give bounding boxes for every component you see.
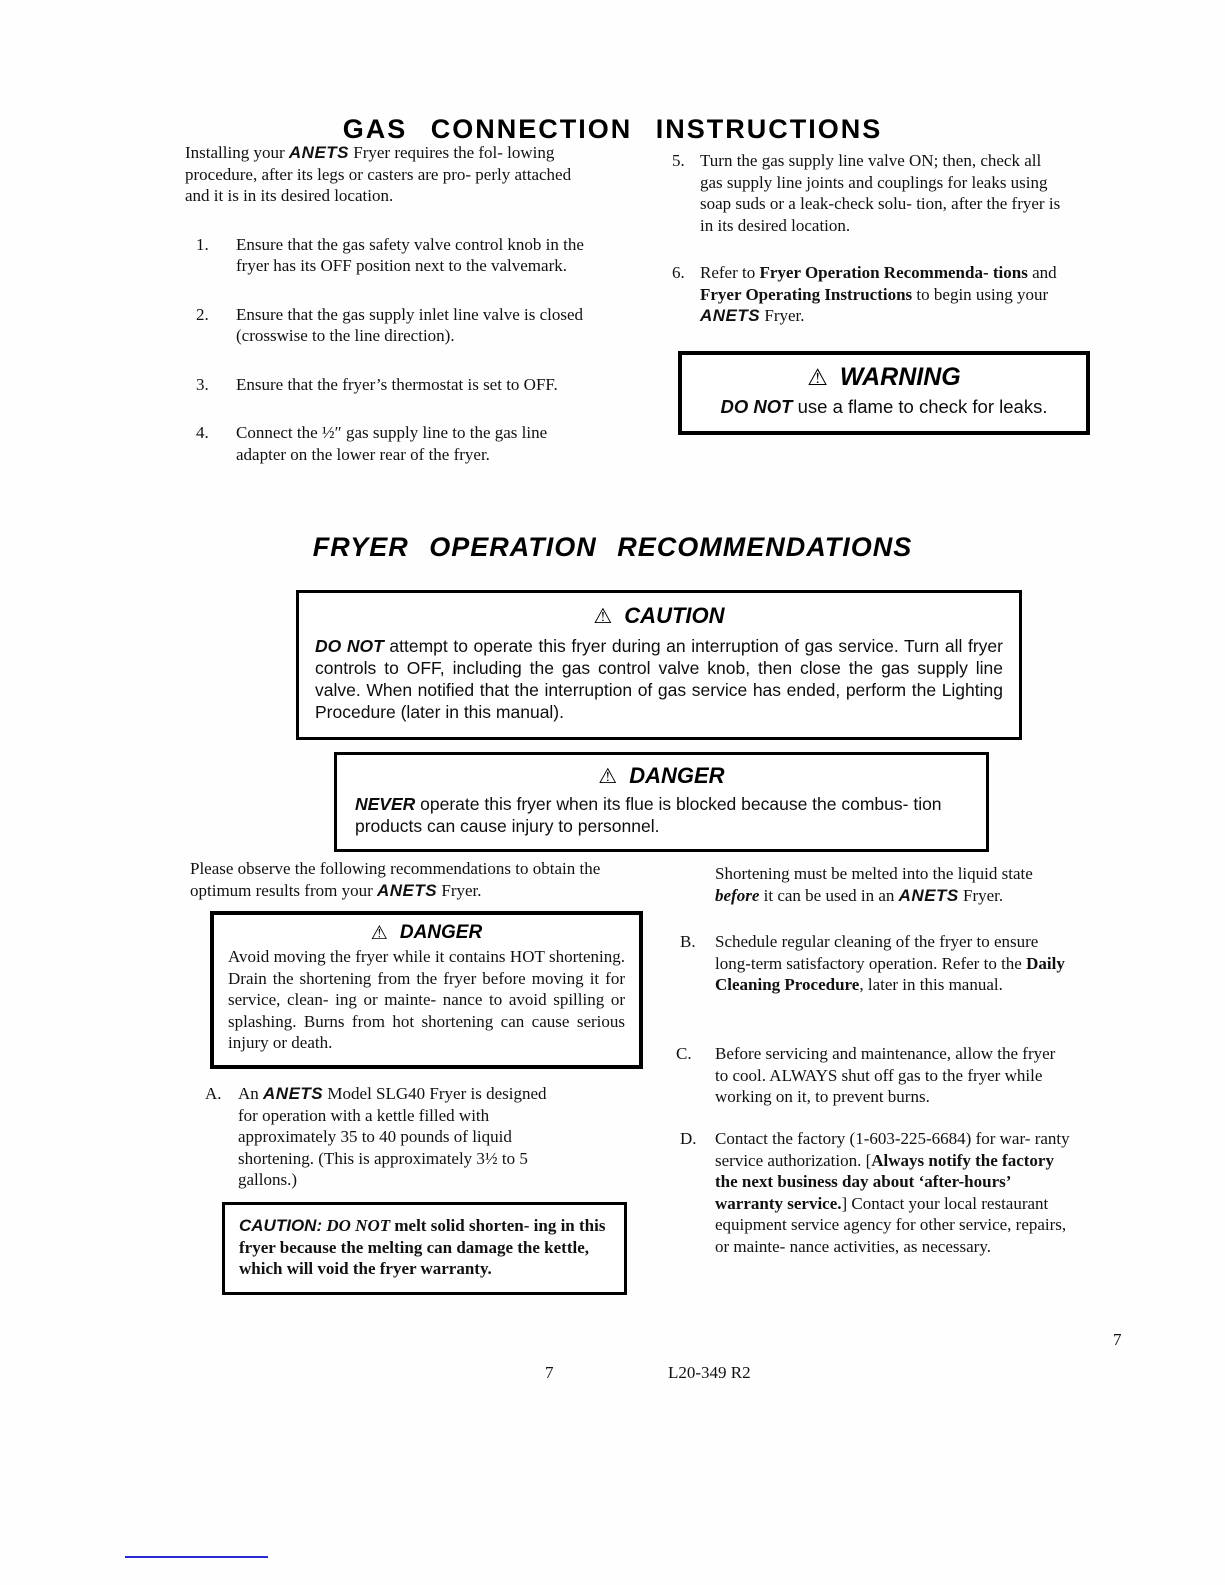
shortening-before: before — [715, 885, 760, 905]
caution-box-title — [315, 603, 1003, 629]
observe-run2: Fryer. — [437, 880, 482, 900]
step-4-text: Connect the ½″ gas supply line to the gas line adapter on the lower rear of the fryer. — [236, 423, 548, 464]
caution-run: attempt to operate this fryer during an interruption of gas service. Turn all fryer controls to OFF, including the gas control valve knob, then close the gas supply line valve. When notified that the interruption of gas service has ended, perform the Lighting Procedure (later in this manual). — [315, 636, 1003, 722]
danger-box-title — [355, 763, 968, 789]
danger-box — [334, 752, 989, 852]
danger-never: NEVER — [355, 794, 416, 814]
item-d — [680, 1128, 1070, 1257]
danger-moving-title-label: DANGER — [399, 922, 483, 943]
item-b-bold: Daily Cleaning Procedure — [715, 953, 1065, 994]
step-6-bold1: Fryer Operation Recommenda- tions — [759, 263, 1028, 282]
warning-title-label: WARNING — [839, 363, 961, 391]
brand-anets: ANETS — [700, 306, 761, 325]
item-b — [680, 931, 1070, 996]
step-3-text: Ensure that the fryer’s thermostat is set to OFF. — [236, 374, 558, 394]
step-5 — [672, 150, 1064, 236]
caution-shortening-do-not: DO NOT — [326, 1216, 391, 1235]
warning-do-not: DO NOT — [720, 396, 793, 417]
right-column-top — [672, 150, 1064, 327]
warning-triangle-icon: ⚠ — [593, 604, 613, 628]
item-d-run1: Contact the factory (1-603-225-6684) for war- ranty service authorization. [ — [715, 1129, 1070, 1170]
caution-shortening-label: CAUTION: — [239, 1216, 323, 1235]
item-d-label: D. — [680, 1129, 697, 1148]
danger-box-moving-text: Avoid moving the fryer while it contains HOT shortening. Drain the shortening from the fryer before moving it for service, clean- ing or mainte- nance to avoid spilling or splashing. Burns from hot shortening can cause serious injury or death. — [228, 947, 625, 1052]
caution-box-shortening — [222, 1202, 627, 1295]
danger-box-moving — [210, 911, 643, 1069]
item-b-run1: Schedule regular cleaning of the fryer to ensure long-term satisfactory operation. Refer to the — [715, 932, 1039, 973]
warning-triangle-icon: ⚠ — [598, 764, 618, 788]
item-a-text — [238, 1083, 570, 1191]
item-d-bold: Always notify the factory the next business day about ‘after-hours’ warranty service. — [715, 1150, 1054, 1213]
step-6-bold2: Fryer Operating Instructions — [700, 284, 913, 304]
step-6-number: 6. — [672, 263, 685, 282]
observe-paragraph — [190, 858, 618, 901]
step-6-text — [700, 262, 1064, 327]
warning-box-text — [692, 396, 1076, 418]
page-number-right: 7 — [1113, 1330, 1122, 1349]
shortening-run2: it can be used in an — [759, 885, 899, 905]
brand-anets: ANETS — [263, 1084, 324, 1103]
item-d-text — [715, 1128, 1070, 1257]
step-5-number: 5. — [672, 151, 685, 170]
shortening-run1: Shortening must be melted into the liquid state — [715, 864, 1033, 883]
item-a-label: A. — [205, 1084, 222, 1103]
warning-run: use a flame to check for leaks. — [792, 396, 1048, 417]
shortening-run3: Fryer. — [958, 885, 1004, 905]
step-6-run4: Fryer. — [760, 306, 805, 325]
danger-run: operate this fryer when its flue is blocked because the combus- tion products can cause injury to personnel. — [355, 794, 942, 836]
step-3 — [185, 374, 595, 396]
brand-anets: ANETS — [288, 143, 350, 162]
brand-anets: ANETS — [898, 885, 959, 905]
item-a-run2: Model SLG40 Fryer is designed for operation with a kettle filled with approximately 35 to 40 pounds of liquid shortening. (This is approximately 3½ to 5 gallons.) — [238, 1084, 547, 1189]
warning-triangle-icon: ⚠ — [370, 922, 388, 944]
step-2-text: Ensure that the gas supply inlet line valve is closed (crosswise to the line direction). — [236, 304, 584, 345]
item-b-label: B. — [680, 932, 696, 951]
warning-box-title — [692, 363, 1076, 392]
section-title-fryer-operation: FRYER OPERATION RECOMMENDATIONS — [312, 532, 913, 562]
caution-shortening-run: melt solid shorten- ing in this fryer because the melting can damage the kettle, which will void the fryer warranty. — [239, 1216, 606, 1278]
item-d-run2: ] Contact your local restaurant equipment service agency for other service, repairs, or mainte- nance activities, as necessary. — [715, 1193, 1067, 1256]
caution-box-text — [315, 635, 1003, 723]
step-1-text: Ensure that the gas safety valve control knob in the fryer has its OFF position next to the valvemark. — [236, 234, 584, 275]
left-column-top — [185, 142, 595, 465]
caution-title-label: CAUTION — [624, 603, 725, 628]
step-6 — [672, 262, 1064, 327]
step-1 — [185, 234, 595, 277]
danger-box-text — [355, 793, 968, 837]
intro-paragraph — [185, 142, 595, 207]
caution-box — [296, 590, 1022, 740]
item-c-text: Before servicing and maintenance, allow the fryer to cool. ALWAYS shut off gas to the fryer while working on it, to prevent burns. — [715, 1044, 1056, 1106]
step-6-run3: to begin using your — [912, 284, 1049, 304]
step-3-number: 3. — [196, 374, 209, 394]
page-title: GAS CONNECTION INSTRUCTIONS — [342, 114, 883, 145]
brand-anets: ANETS — [376, 880, 438, 900]
intro-run2: Fryer requires the fol- lowing procedure, after its legs or casters are pro- perly attached and it is in its desired location. — [185, 143, 572, 205]
warning-triangle-icon: ⚠ — [807, 364, 828, 391]
caution-do-not: DO NOT — [315, 636, 384, 656]
danger-title-label: DANGER — [629, 763, 725, 788]
observe-run1: Please observe the following recommendations to obtain the optimum results from your — [190, 859, 601, 900]
danger-box-moving-title — [228, 922, 625, 944]
item-b-text — [715, 931, 1070, 996]
intro-run1: Installing your — [185, 143, 289, 162]
item-c — [676, 1043, 1070, 1108]
warning-box — [678, 351, 1090, 435]
step-6-run2: and — [1027, 263, 1057, 282]
document-code: L20-349 R2 — [668, 1363, 751, 1382]
item-b-run2: , later in this manual. — [859, 975, 1003, 994]
item-a — [205, 1083, 605, 1191]
item-c-label: C. — [676, 1044, 692, 1063]
step-2-number: 2. — [196, 304, 209, 324]
step-5-text: Turn the gas supply line valve ON; then, check all gas supply line joints and couplings for leaks using soap suds or a leak-check solu- tion, after the fryer is in its desired location. — [700, 151, 1061, 235]
page-number-center: 7 — [545, 1363, 554, 1382]
step-2 — [185, 304, 595, 347]
item-a-run1: An — [238, 1084, 264, 1103]
shortening-paragraph — [715, 863, 1067, 906]
caution-shortening-text — [239, 1215, 610, 1280]
step-1-number: 1. — [196, 234, 209, 254]
footer-link-underline[interactable] — [125, 1556, 268, 1558]
step-6-run1: Refer to — [700, 263, 760, 282]
step-4-number: 4. — [196, 423, 209, 442]
step-4 — [185, 422, 595, 465]
